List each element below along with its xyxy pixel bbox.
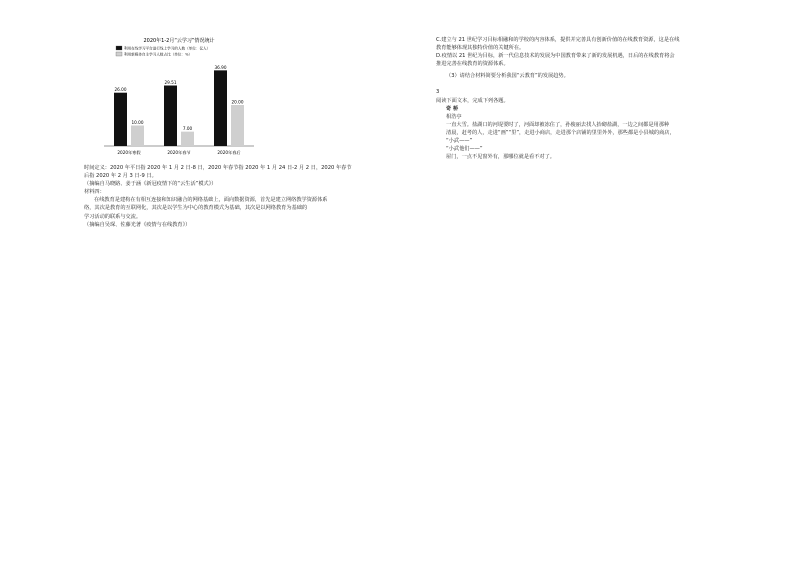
dialogue-line-2: “小武他们——” — [446, 146, 483, 153]
option-d-line-1: D.疫情以 21 世纪为目标，新一代信息技术的发展为中国教育带来了新的发展机遇，日后的在线教育将会 — [436, 53, 675, 60]
material-four-paragraph-line-2: 络，其次是教育的互联网化，其次是以学生为中心的教育模式为基础，其次是以网络教育为基础的 — [84, 205, 308, 212]
chart-bars — [104, 65, 254, 156]
bar-chart-svg — [94, 34, 264, 164]
story-paragraph-1: 一直大雪。盐湖口的河堤要时了，河面却被冻住了，孙俊丽去找人抬砌盐湖，一边之间都是用那种 — [446, 121, 670, 128]
bar-chart — [94, 34, 264, 164]
bar-label-2-0: 36.90 — [214, 64, 227, 70]
bar-2-1 — [231, 105, 244, 146]
story-author: 相浩亭 — [446, 113, 462, 120]
legend-label-0: 利用在线学习平台进行线上学习的人数（单位：亿人） — [124, 46, 211, 51]
option-c-line-2: 教育能够体现其独特价值的关键所在。 — [436, 45, 525, 52]
story-paragraph-2: 清晨，赶考的人，走进“画”“里”，走进小商店，走进那个店铺的里里外外，那些都是小县城的商店， — [446, 129, 675, 136]
legend-swatch-1 — [116, 52, 122, 56]
story-paragraph-3: 屋门，一点不见窗外有，那哪位就是看不对了。 — [446, 154, 555, 161]
bar-label-1-1: 7.00 — [182, 126, 193, 132]
bar-0-0 — [114, 93, 127, 146]
legend-swatch-0 — [116, 46, 122, 50]
bar-0-1 — [131, 126, 144, 147]
category-label-0: 2020年寒假 — [117, 150, 141, 155]
material-four-paragraph-line-1: 在线教育是建构在有相互连接和知识融合的网络基础上，面向数据资源，首先是建立网络教学资源体系 — [94, 197, 328, 204]
time-definition-line-1: 时间定义：2020 年平日指 2020 年 1 月 2 日-8 日，2020 年春节指 2020 年 1 月 24 日-2 月 2 日，2020 年春节 — [84, 165, 352, 171]
material-four-paragraph-line-3: 学习活动的联系与交流。 — [84, 213, 142, 220]
question-3: （3）请结合材料简要分析我国“云教育”的发展趋势。 — [446, 73, 569, 80]
source-citation-2: （摘编自吴琛、佐藤光著《疫情与在线教育》） — [84, 221, 191, 228]
right-column — [436, 0, 770, 161]
time-definition-line-2: 后指 2020 年 2 月 3 日-9 日。 — [84, 173, 157, 180]
option-c-line-1: C.建立与 21 世纪学习目标相融和的学校的内容体系，提供并完善具有创新价值的在线教育资源，这是在线 — [436, 37, 680, 43]
bar-2-0 — [214, 70, 227, 146]
story-title: 奇 桥 — [446, 105, 459, 112]
bar-label-2-1: 20.00 — [231, 99, 244, 105]
option-d-line-2: 推进完善在线教育的资源体系。 — [436, 61, 509, 68]
chart-title: 2020年1-2月“云学习”情况统计 — [143, 38, 215, 44]
chart-legend — [116, 46, 210, 57]
category-label-2: 2020年春后 — [217, 150, 241, 155]
reading-instruction: 阅读下面文本，完成下列各题。 — [436, 97, 509, 104]
bar-label-0-0: 26.00 — [114, 87, 127, 93]
category-label-1: 2020年春节 — [167, 150, 191, 155]
material-four-heading: 材料四： — [84, 189, 105, 196]
source-citation-1: （摘编自马晓路、姜于涵《新冠疫情下的“云生活”模式》） — [84, 181, 217, 188]
bar-1-0 — [164, 86, 177, 146]
bar-1-1 — [181, 132, 194, 146]
bar-label-1-0: 29.51 — [164, 80, 177, 86]
bar-label-0-1: 10.00 — [131, 120, 144, 125]
legend-label-1: 利用新媒体自主学习人数占比（单位：%） — [124, 52, 193, 57]
dialogue-line-1: “小武——” — [446, 138, 473, 145]
question-number: 3 — [436, 89, 440, 96]
